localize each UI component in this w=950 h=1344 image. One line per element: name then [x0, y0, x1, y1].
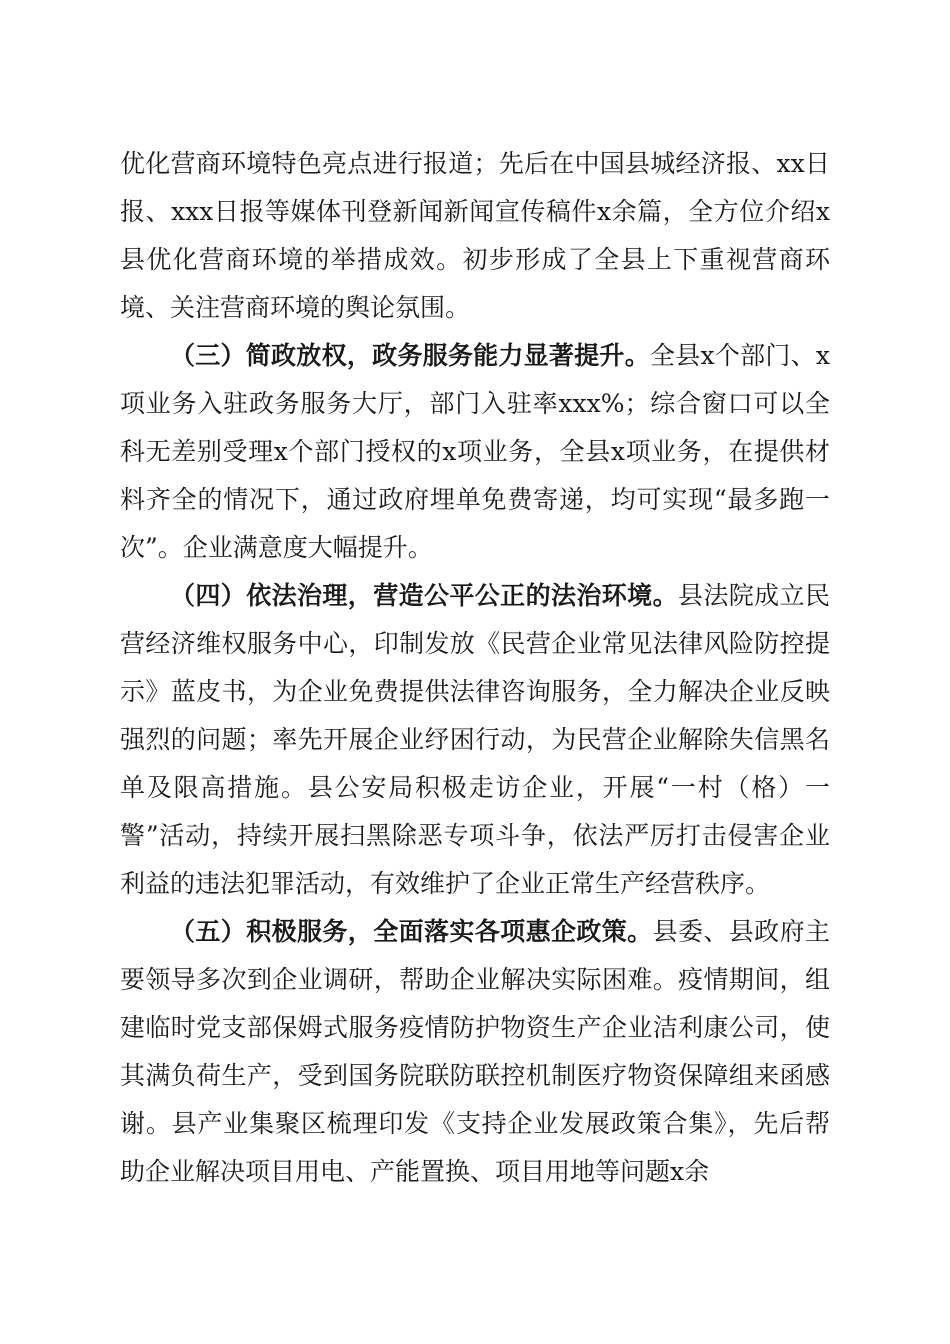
paragraph-text: 全县x个部门、x项业务入驻政务服务大厅，部门入驻率xxx%；综合窗口可以全科无差别受理x个部门授权的x项业务，全县x项业务，在提供材料齐全的情况下，通过政府埋单免费寄递，均可实现“最多跑一次”。企业满意度大幅提升。 — [120, 341, 830, 562]
paragraph-section-4 — [120, 572, 830, 908]
paragraph-continuation — [120, 140, 830, 332]
section-heading: （三）简政放权，政务服务能力显著提升。 — [170, 341, 650, 370]
paragraph-text: 优化营商环境特色亮点进行报道；先后在中国县城经济报、xx日报、xxx日报等媒体刊登新闻新闻宣传稿件x余篇，全方位介绍x县优化营商环境的举措成效。初步形成了全县上下重视营商环境、关注营商环境的舆论氛围。 — [120, 149, 830, 322]
paragraph-section-5 — [120, 908, 830, 1196]
paragraph-section-3 — [120, 332, 830, 572]
paragraph-text: 县法院成立民营经济维权服务中心，印制发放《民营企业常见法律风险防控提示》蓝皮书，为企业免费提供法律咨询服务，全力解决企业反映强烈的问题；率先开展企业纾困行动，为民营企业解除失信黑名单及限高措施。县公安局积极走访企业，开展“一村（格）一警”活动，持续开展扫黑除恶专项斗争，依法严厉打击侵害企业利益的违法犯罪活动，有效维护了企业正常生产经营秩序。 — [120, 581, 830, 898]
paragraph-text: 县委、县政府主要领导多次到企业调研，帮助企业解决实际困难。疫情期间，组建临时党支部保姆式服务疫情防护物资生产企业洁利康公司，使其满负荷生产，受到国务院联防联控机制医疗物资保障组来函感谢。县产业集聚区梳理印发《支持企业发展政策合集》，先后帮助企业解决项目用电、产能置换、项目用地等问题x余 — [120, 917, 830, 1186]
section-heading: （四）依法治理，营造公平公正的法治环境。 — [170, 581, 678, 610]
section-heading: （五）积极服务，全面落实各项惠企政策。 — [170, 917, 653, 946]
document-body — [120, 140, 830, 1196]
